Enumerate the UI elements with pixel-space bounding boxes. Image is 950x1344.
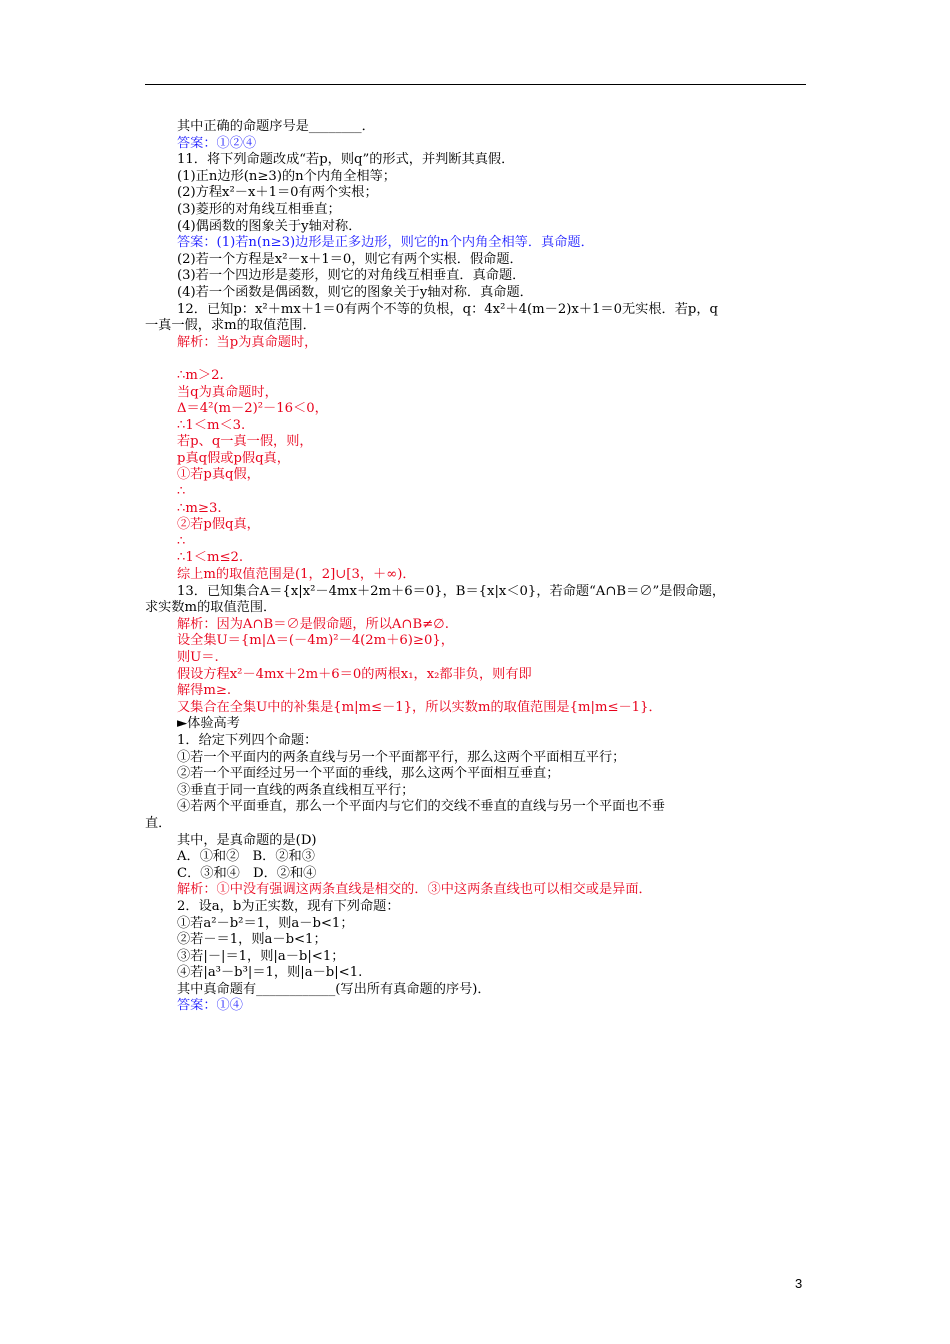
text-line: ①若p真q假， xyxy=(177,467,260,483)
text-line: 设全集U＝{m|Δ＝(－4m)²－4(2m＋6)≥0}， xyxy=(177,633,454,649)
text-line: ③若|－|＝1，则|a－b|<1； xyxy=(177,948,345,964)
text-line: 求实数m的取值范围． xyxy=(145,600,277,616)
text-line: 答案：①②④ xyxy=(177,135,257,151)
header-rule xyxy=(145,84,806,85)
text-line: 1．给定下列四个命题： xyxy=(177,732,318,748)
text-line: ④若|a³－b³|＝1，则|a－b|<1. xyxy=(177,965,363,981)
text-line: (4)偶函数的图象关于y轴对称． xyxy=(177,218,362,234)
text-line: 解析：①中没有强调这两条直线是相交的．③中这两条直线也可以相交或是异面． xyxy=(177,882,652,898)
document-body xyxy=(145,119,810,1015)
text-line: 答案：①④ xyxy=(177,998,243,1014)
text-line: ③垂直于同一直线的两条直线相互平行； xyxy=(177,782,415,798)
text-line: ∴1＜m≤2. xyxy=(177,550,244,566)
text-line: C．③和④ D．②和④ xyxy=(177,865,317,881)
text-line: 解析：当p为真命题时， xyxy=(177,334,318,350)
text-line: 11．将下列命题改成“若p，则q”的形式，并判断其真假． xyxy=(177,152,515,168)
text-line: (2)若一个方程是x²－x＋1＝0，则它有两个实根．假命题． xyxy=(177,251,523,267)
text-line: 又集合在全集U中的补集是{m|m≤－1}，所以实数m的取值范围是{m|m≤－1}． xyxy=(177,699,662,715)
text-line: (2)方程x²－x＋1＝0有两个实根； xyxy=(177,185,378,201)
text-line: ①若a²－b²＝1，则a－b<1； xyxy=(177,915,354,931)
text-line: 则U＝. xyxy=(177,650,219,665)
text-line: Δ＝4²(m－2)²－16＜0， xyxy=(177,401,328,417)
text-line: ∴m＞2. xyxy=(177,367,224,383)
text-line: ④若两个平面垂直，那么一个平面内与它们的交线不垂直的直线与另一个平面也不垂 xyxy=(177,799,665,815)
text-line: ②若一个平面经过另一个平面的垂线，那么这两个平面相互垂直； xyxy=(177,766,560,782)
text-line: 一真一假，求m的取值范围． xyxy=(145,318,316,334)
text-line: (3)若一个四边形是菱形，则它的对角线互相垂直．真命题． xyxy=(177,268,526,284)
text-line: 2．设a，b为正实数，现有下列命题： xyxy=(177,898,400,914)
text-line xyxy=(145,351,810,368)
text-line: ②若p假q真， xyxy=(177,517,260,533)
text-line: (1)正n边形(n≥3)的n个内角全相等； xyxy=(177,168,396,184)
text-line: ①若一个平面内的两条直线与另一个平面都平行，那么这两个平面相互平行； xyxy=(177,749,626,765)
text-line: 13．已知集合A＝{x|x²－4mx＋2m＋6＝0}，B＝{x|x＜0}，若命题“A∩B＝∅”是假命题， xyxy=(177,583,726,599)
text-line: A．①和② B．②和③ xyxy=(177,849,315,865)
text-line: 直． xyxy=(145,815,172,831)
text-line: 答案：(1)若n(n≥3)边形是正多边形，则它的n个内角全相等．真命题． xyxy=(177,235,594,251)
text-line: 综上m的取值范围是(1，2]∪[3，＋∞)． xyxy=(177,567,416,583)
text-line: ②若－＝1，则a－b<1； xyxy=(177,932,327,948)
text-line: 假设方程x²－4mx＋2m＋6＝0的两根x₁，x₂都非负，则有即 xyxy=(177,666,532,682)
text-line: (4)若一个函数是偶函数，则它的图象关于y轴对称．真命题． xyxy=(177,284,533,300)
text-line: ∴1＜m＜3. xyxy=(177,417,246,433)
text-line: 当q为真命题时， xyxy=(177,384,278,400)
text-line: ►体验高考 xyxy=(177,716,240,732)
text-line: 其中，是真命题的是(D) xyxy=(177,832,317,848)
text-line: 解析：因为A∩B＝∅是假命题，所以A∩B≠∅. xyxy=(177,616,449,632)
text-line: ∴m≥3. xyxy=(177,500,222,516)
text-line: ∴ xyxy=(177,484,186,500)
page-number: 3 xyxy=(795,1276,803,1291)
text-line: p真q假或p假q真， xyxy=(177,450,290,466)
text-line: 12．已知p：x²＋mx＋1＝0有两个不等的负根，q：4x²＋4(m－2)x＋1＝0无实根．若p，q xyxy=(177,301,718,317)
text-line: 若p、q一真一假，则， xyxy=(177,434,313,450)
text-line: (3)菱形的对角线互相垂直； xyxy=(177,201,341,217)
text-line: 其中真命题有____________(写出所有真命题的序号)． xyxy=(177,981,491,997)
text-line: 其中正确的命题序号是________． xyxy=(177,119,375,134)
text-line: ∴ xyxy=(177,533,186,549)
text-line: 解得m≥. xyxy=(177,683,232,699)
